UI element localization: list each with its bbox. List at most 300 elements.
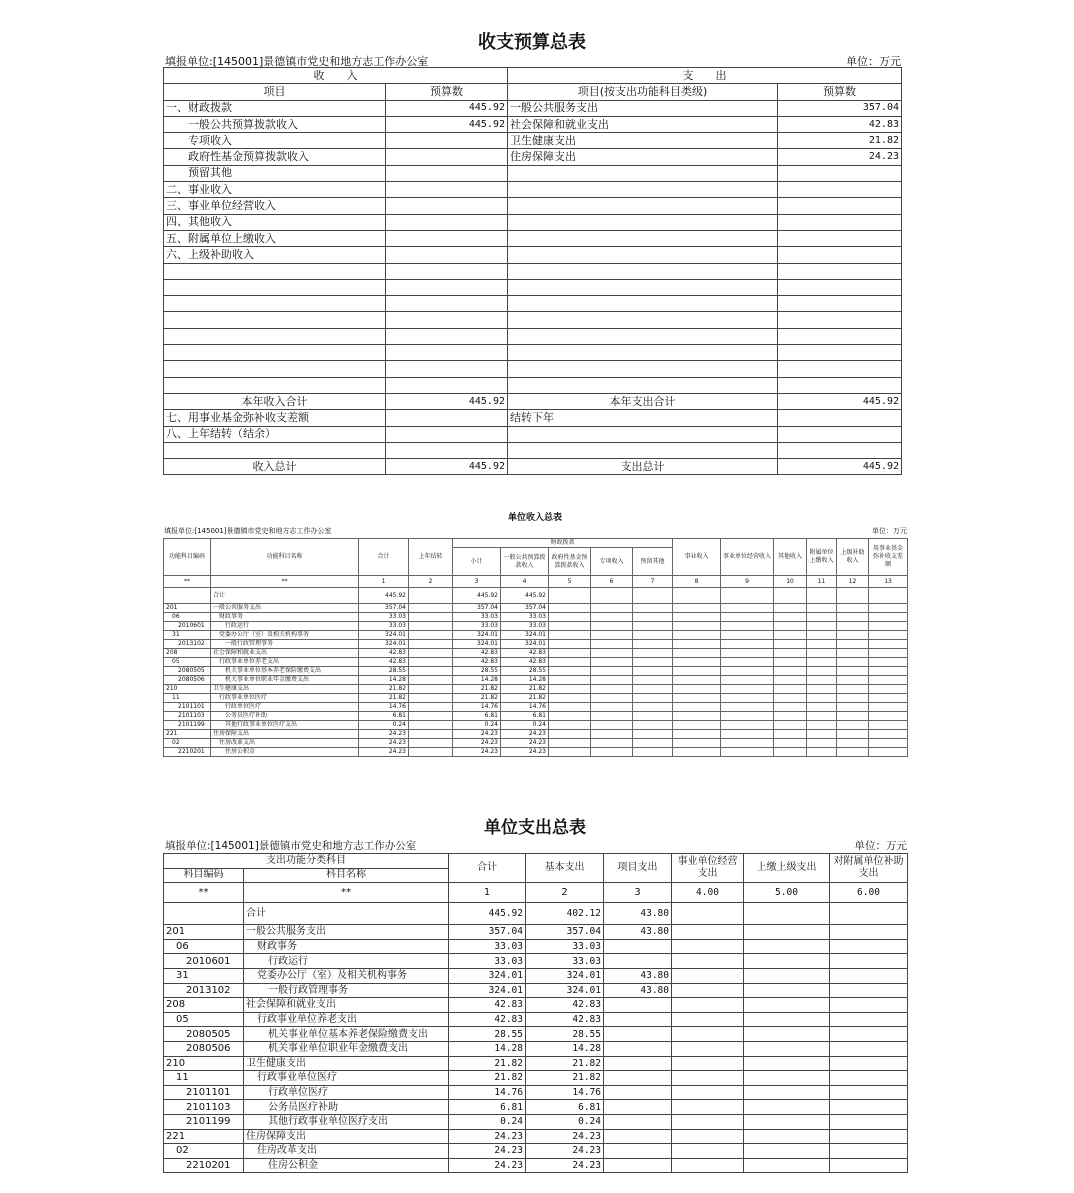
empty-cell (591, 622, 633, 631)
header-cell: 预留其他 (633, 548, 673, 576)
empty-cell (774, 658, 807, 667)
empty-cell (591, 712, 633, 721)
income-item: 专项收入 (164, 133, 386, 149)
empty-cell (869, 730, 908, 739)
subtotal-cell: 24.23 (453, 748, 501, 757)
expense-item (508, 377, 778, 393)
empty-cell (774, 703, 807, 712)
empty-cell (633, 613, 673, 622)
empty-cell (549, 748, 591, 757)
budget-row (164, 165, 902, 181)
empty-cell (807, 622, 837, 631)
index-cell: 8 (673, 576, 721, 588)
expense-item (508, 214, 778, 230)
income-item (164, 263, 386, 279)
code-cell: 201 (164, 604, 211, 613)
basic-cell: 24.23 (526, 1129, 604, 1144)
name-cell: 一般公共服务支出 (244, 925, 449, 940)
code-cell: 2010601 (164, 622, 211, 631)
income-row (164, 739, 908, 748)
code-cell: 2080505 (164, 667, 211, 676)
empty-cell (672, 968, 744, 983)
empty-cell (837, 640, 869, 649)
name-cell: 行政事业单位养老支出 (211, 658, 359, 667)
income-row (164, 685, 908, 694)
name-cell: 合计 (244, 903, 449, 925)
subtotal-cell: 14.28 (453, 676, 501, 685)
budget-row (164, 377, 902, 393)
income-item: 本年收入合计 (164, 393, 386, 409)
total-cell: 24.23 (449, 1144, 526, 1159)
empty-cell (774, 667, 807, 676)
expense-amount (778, 312, 902, 328)
income-amount (386, 182, 508, 198)
expense-unit: 单位：万元 (854, 840, 907, 852)
header-cell: 合计 (359, 539, 409, 576)
basic-cell: 24.23 (526, 1158, 604, 1173)
header-cell: 上级补助收入 (837, 539, 869, 576)
general-budget-cell: 24.23 (501, 730, 549, 739)
subtotal-cell: 0.24 (453, 721, 501, 730)
empty-cell (633, 640, 673, 649)
unit-expense-table (163, 853, 908, 1173)
empty-cell (591, 649, 633, 658)
total-cell: 28.55 (359, 667, 409, 676)
expense-amount (778, 410, 902, 426)
budget-row (164, 361, 902, 377)
empty-cell (837, 748, 869, 757)
code-cell: 210 (164, 685, 211, 694)
total-cell: 324.01 (359, 640, 409, 649)
empty-cell (549, 694, 591, 703)
income-row (164, 631, 908, 640)
empty-cell (869, 703, 908, 712)
empty-cell (549, 604, 591, 613)
code-cell: 05 (164, 1012, 244, 1027)
code-cell: 2101199 (164, 721, 211, 730)
budget-unit-line: 填报单位:[145001]景德镇市党史和地方志工作办公室 (165, 55, 429, 68)
budget-row (164, 230, 902, 246)
basic-cell: 33.03 (526, 954, 604, 969)
name-cell: 机关事业单位基本养老保险缴费支出 (244, 1027, 449, 1042)
index-cell: ** (244, 883, 449, 903)
name-cell: 其他行政事业单位医疗支出 (244, 1114, 449, 1129)
empty-cell (633, 694, 673, 703)
empty-cell (837, 658, 869, 667)
expense-item (508, 442, 778, 458)
name-cell: 住房改革支出 (244, 1144, 449, 1159)
code-cell: 221 (164, 1129, 244, 1144)
code-cell: 201 (164, 925, 244, 940)
empty-cell (837, 730, 869, 739)
expense-amount: 445.92 (778, 459, 902, 475)
income-row (164, 613, 908, 622)
carryover-cell (409, 658, 453, 667)
income-item (164, 312, 386, 328)
project-cell (604, 1100, 672, 1115)
empty-cell (672, 903, 744, 925)
empty-cell (672, 1114, 744, 1129)
empty-cell (673, 748, 721, 757)
expense-amount (778, 247, 902, 263)
empty-cell (673, 730, 721, 739)
general-budget-cell: 24.23 (501, 739, 549, 748)
expense-item: 社会保障和就业支出 (508, 116, 778, 132)
index-cell: 2 (409, 576, 453, 588)
basic-cell: 42.83 (526, 998, 604, 1013)
index-cell: 10 (774, 576, 807, 588)
empty-cell (721, 694, 774, 703)
budget-unit: 单位：万元 (846, 55, 901, 68)
empty-cell (830, 1114, 908, 1129)
income-item: 五、附属单位上缴收入 (164, 230, 386, 246)
code-cell: 208 (164, 649, 211, 658)
empty-cell (837, 604, 869, 613)
expense-item (508, 263, 778, 279)
code-cell: 2101103 (164, 712, 211, 721)
empty-cell (721, 631, 774, 640)
empty-cell (744, 1056, 830, 1071)
empty-cell (721, 703, 774, 712)
expense-amount (778, 198, 902, 214)
name-cell: 卫生健康支出 (244, 1056, 449, 1071)
empty-cell (673, 613, 721, 622)
empty-cell (672, 1085, 744, 1100)
empty-cell (721, 613, 774, 622)
income-item (164, 296, 386, 312)
empty-cell (549, 712, 591, 721)
empty-cell (591, 721, 633, 730)
empty-cell (869, 712, 908, 721)
total-cell: 21.82 (359, 685, 409, 694)
header-group: 财政拨款 (453, 539, 673, 548)
expense-row (164, 1041, 908, 1056)
general-budget-cell: 14.28 (501, 676, 549, 685)
income-row (164, 622, 908, 631)
project-cell (604, 1144, 672, 1159)
expense-header: 支 出 (508, 68, 902, 84)
name-cell: 机关事业单位职业年金缴费支出 (211, 676, 359, 685)
income-amount (386, 230, 508, 246)
total-cell: 28.55 (449, 1027, 526, 1042)
empty-cell (744, 1027, 830, 1042)
budget-row (164, 247, 902, 263)
name-cell: 其他行政事业单位医疗支出 (211, 721, 359, 730)
name-cell: 一般行政管理事务 (244, 983, 449, 998)
income-header: 收 入 (164, 68, 508, 84)
name-cell: 住房公积金 (244, 1158, 449, 1173)
header-cell: 小计 (453, 548, 501, 576)
basic-cell: 42.83 (526, 1012, 604, 1027)
expense-row (164, 925, 908, 940)
income-row (164, 703, 908, 712)
total-cell: 6.81 (359, 712, 409, 721)
subtotal-cell: 6.81 (453, 712, 501, 721)
empty-cell (744, 954, 830, 969)
carryover-cell (409, 685, 453, 694)
income-amount (386, 133, 508, 149)
expense-row (164, 1144, 908, 1159)
general-budget-cell: 324.01 (501, 640, 549, 649)
basic-cell: 0.24 (526, 1114, 604, 1129)
code-cell: 221 (164, 730, 211, 739)
empty-cell (673, 649, 721, 658)
income-item: 二、事业收入 (164, 182, 386, 198)
general-budget-cell: 28.55 (501, 667, 549, 676)
empty-cell (869, 613, 908, 622)
general-budget-cell: 21.82 (501, 694, 549, 703)
name-cell: 行政事业单位医疗 (244, 1071, 449, 1086)
income-row (164, 658, 908, 667)
empty-cell (633, 721, 673, 730)
total-cell: 0.24 (449, 1114, 526, 1129)
carryover-cell (409, 667, 453, 676)
empty-cell (591, 658, 633, 667)
budget-row (164, 328, 902, 344)
empty-cell (672, 983, 744, 998)
budget-row (164, 279, 902, 295)
empty-cell (774, 694, 807, 703)
total-cell: 21.82 (449, 1056, 526, 1071)
empty-cell (774, 676, 807, 685)
index-cell: 3 (604, 883, 672, 903)
income-amount (386, 410, 508, 426)
expense-item (508, 426, 778, 442)
expense-amount (778, 361, 902, 377)
code-cell: 2013102 (164, 640, 211, 649)
project-cell (604, 1041, 672, 1056)
empty-cell (591, 748, 633, 757)
name-cell: 住房改革支出 (211, 739, 359, 748)
income-row (164, 730, 908, 739)
budget-row (164, 214, 902, 230)
general-budget-cell: 324.01 (501, 631, 549, 640)
empty-cell (549, 667, 591, 676)
empty-cell (837, 739, 869, 748)
empty-cell (673, 676, 721, 685)
subtotal-cell: 324.01 (453, 631, 501, 640)
empty-cell (830, 954, 908, 969)
total-cell: 42.83 (449, 1012, 526, 1027)
subtotal-cell: 28.55 (453, 667, 501, 676)
empty-cell (869, 631, 908, 640)
empty-cell (774, 640, 807, 649)
income-item: 七、用事业基金弥补收支差额 (164, 410, 386, 426)
total-cell: 42.83 (359, 658, 409, 667)
expense-item (508, 247, 778, 263)
general-budget-cell: 21.82 (501, 685, 549, 694)
empty-cell (673, 588, 721, 604)
total-cell: 324.01 (449, 968, 526, 983)
name-cell: 财政事务 (211, 613, 359, 622)
header-cell: 一般公共预算拨款收入 (501, 548, 549, 576)
index-cell: 4.00 (672, 883, 744, 903)
income-amount (386, 426, 508, 442)
code-cell: 2101101 (164, 703, 211, 712)
empty-cell (774, 588, 807, 604)
code-cell: 05 (164, 658, 211, 667)
project-cell: 43.80 (604, 925, 672, 940)
empty-cell (672, 1041, 744, 1056)
name-cell: 卫生健康支出 (211, 685, 359, 694)
empty-cell (807, 667, 837, 676)
empty-cell (672, 1071, 744, 1086)
empty-cell (807, 694, 837, 703)
expense-amount: 24.23 (778, 149, 902, 165)
empty-cell (549, 631, 591, 640)
empty-cell (673, 739, 721, 748)
empty-cell (869, 676, 908, 685)
income-item: 八、上年结转（结余） (164, 426, 386, 442)
empty-cell (591, 613, 633, 622)
name-cell: 社会保障和就业支出 (244, 998, 449, 1013)
header-cell: 对附属单位补助支出 (830, 854, 908, 883)
budget-row (164, 393, 902, 409)
income-item (164, 377, 386, 393)
expense-item: 一般公共服务支出 (508, 100, 778, 116)
empty-cell (837, 712, 869, 721)
empty-cell (633, 685, 673, 694)
income-amount: 445.92 (386, 100, 508, 116)
header-cell: 合计 (449, 854, 526, 883)
project-cell (604, 1158, 672, 1173)
header-cell: 其他收入 (774, 539, 807, 576)
index-cell: ** (211, 576, 359, 588)
empty-cell (633, 658, 673, 667)
carryover-cell (409, 649, 453, 658)
income-amount (386, 247, 508, 263)
header-cell: 科目编码 (164, 868, 244, 883)
total-cell: 6.81 (449, 1100, 526, 1115)
empty-cell (549, 613, 591, 622)
header-cell: 科目名称 (244, 868, 449, 883)
budget-row (164, 442, 902, 458)
index-cell: 6.00 (830, 883, 908, 903)
income-item: 预留其他 (164, 165, 386, 181)
empty-cell (672, 1012, 744, 1027)
total-cell: 324.01 (449, 983, 526, 998)
empty-cell (549, 676, 591, 685)
empty-cell (549, 588, 591, 604)
general-budget-cell: 33.03 (501, 613, 549, 622)
index-cell: 3 (453, 576, 501, 588)
empty-cell (633, 604, 673, 613)
empty-cell (837, 676, 869, 685)
expense-row (164, 1056, 908, 1071)
empty-cell (830, 925, 908, 940)
total-cell: 24.23 (449, 1158, 526, 1173)
empty-cell (807, 703, 837, 712)
empty-cell (807, 588, 837, 604)
empty-cell (830, 1158, 908, 1173)
header-cell: 基本支出 (526, 854, 604, 883)
basic-cell: 324.01 (526, 983, 604, 998)
expense-row (164, 939, 908, 954)
expense-item: 支出总计 (508, 459, 778, 475)
empty-cell (830, 1027, 908, 1042)
subtotal-cell: 21.82 (453, 694, 501, 703)
expense-amount: 445.92 (778, 393, 902, 409)
empty-cell (774, 613, 807, 622)
budget-row (164, 296, 902, 312)
empty-cell (837, 622, 869, 631)
income-amount (386, 149, 508, 165)
total-cell: 14.76 (359, 703, 409, 712)
total-cell: 324.01 (359, 631, 409, 640)
carryover-cell (409, 622, 453, 631)
expense-row (164, 1012, 908, 1027)
expense-amount (778, 296, 902, 312)
empty-cell (721, 649, 774, 658)
expense-row (164, 1071, 908, 1086)
total-cell: 33.03 (449, 939, 526, 954)
general-budget-cell: 42.83 (501, 658, 549, 667)
budget-row (164, 133, 902, 149)
project-cell (604, 998, 672, 1013)
index-cell: 13 (869, 576, 908, 588)
income-row (164, 748, 908, 757)
empty-cell (672, 1158, 744, 1173)
income-amount (386, 442, 508, 458)
subtotal-cell: 42.83 (453, 649, 501, 658)
name-cell: 机关事业单位基本养老保险缴费支出 (211, 667, 359, 676)
empty-cell (807, 748, 837, 757)
empty-cell (721, 676, 774, 685)
project-cell (604, 1085, 672, 1100)
unit-income-table (163, 538, 908, 757)
empty-cell (672, 1100, 744, 1115)
code-cell: 11 (164, 1071, 244, 1086)
empty-cell (721, 588, 774, 604)
expense-amount: 357.04 (778, 100, 902, 116)
basic-cell: 14.76 (526, 1085, 604, 1100)
empty-cell (807, 676, 837, 685)
empty-cell (744, 1129, 830, 1144)
empty-cell (591, 631, 633, 640)
empty-cell (869, 721, 908, 730)
income-amount (386, 345, 508, 361)
expense-item (508, 345, 778, 361)
code-cell: 31 (164, 968, 244, 983)
empty-cell (721, 712, 774, 721)
empty-cell (869, 685, 908, 694)
empty-cell (807, 613, 837, 622)
empty-cell (721, 685, 774, 694)
empty-cell (830, 1071, 908, 1086)
empty-cell (633, 748, 673, 757)
code-cell: 2013102 (164, 983, 244, 998)
general-budget-cell: 0.24 (501, 721, 549, 730)
index-cell: 9 (721, 576, 774, 588)
col-exp-item: 项目(按支出功能科目类级) (508, 84, 778, 100)
income-unit-line: 填报单位:[145001]景德镇市党史和地方志工作办公室 (164, 527, 332, 535)
income-title: 单位收入总表 (507, 513, 562, 523)
empty-cell (549, 739, 591, 748)
empty-cell (673, 631, 721, 640)
empty-cell (673, 667, 721, 676)
empty-cell (830, 983, 908, 998)
carryover-cell (409, 694, 453, 703)
expense-item (508, 296, 778, 312)
header-cell: 专项收入 (591, 548, 633, 576)
subtotal-cell: 324.01 (453, 640, 501, 649)
empty-cell (774, 604, 807, 613)
empty-cell (672, 925, 744, 940)
carryover-cell (409, 640, 453, 649)
name-cell: 社会保障和就业支出 (211, 649, 359, 658)
code-cell: 2080506 (164, 1041, 244, 1056)
empty-cell (591, 588, 633, 604)
